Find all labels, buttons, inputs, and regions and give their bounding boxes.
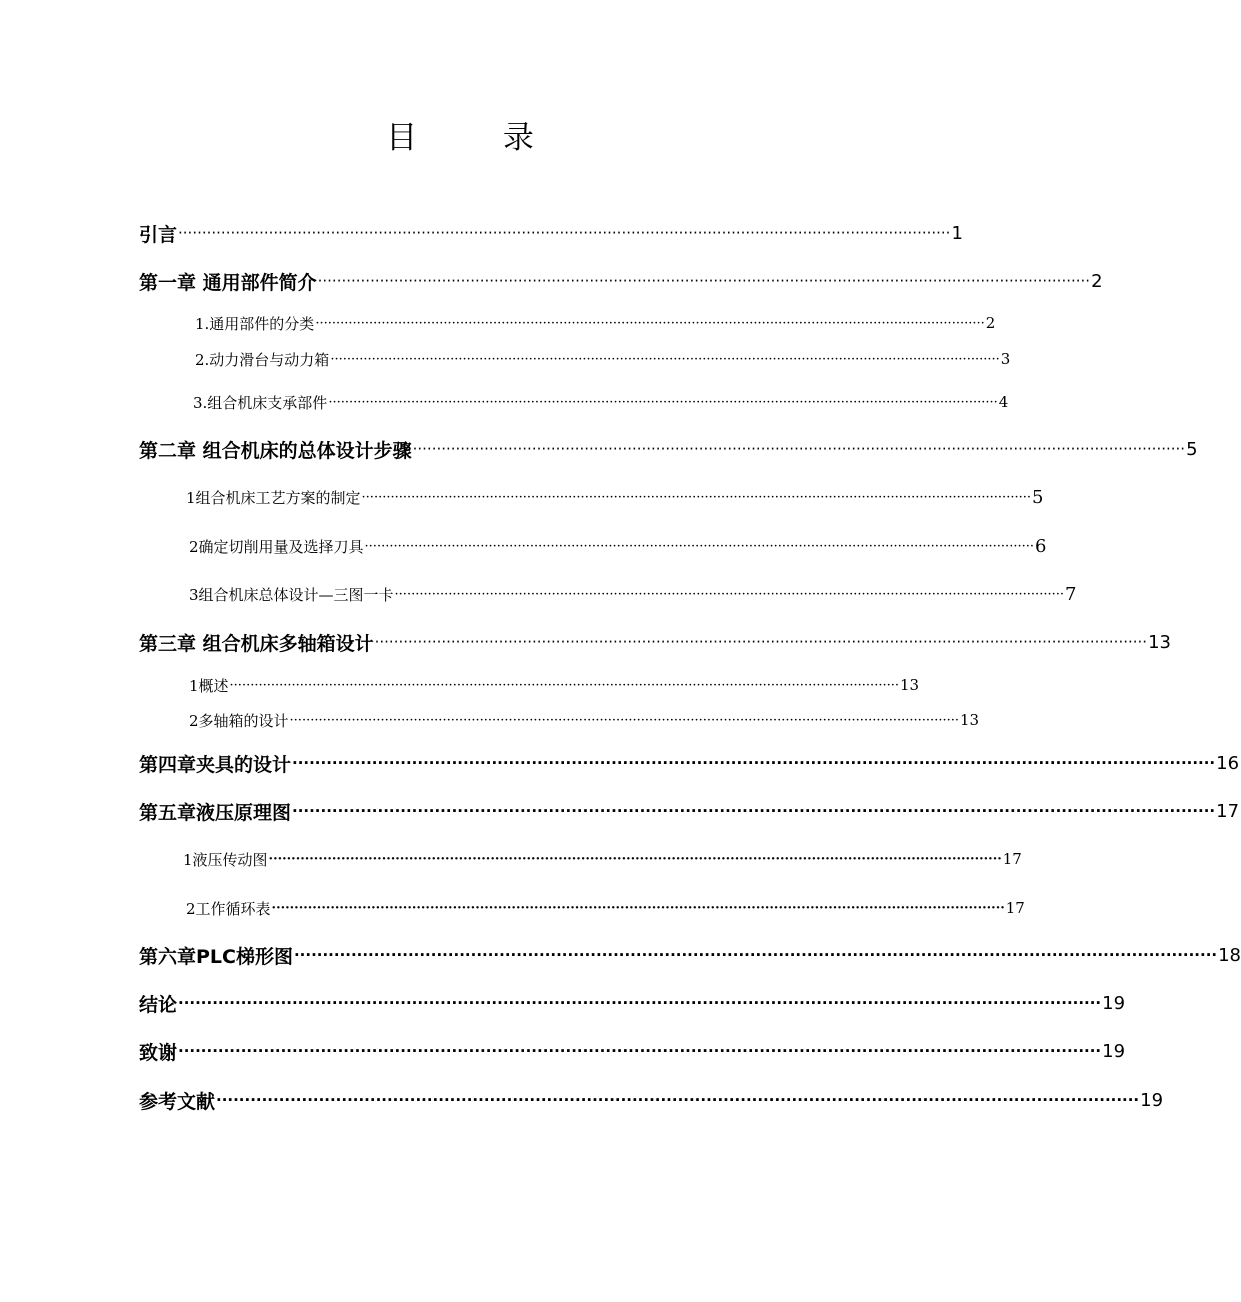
toc-entry-page: 5 bbox=[1031, 486, 1044, 508]
dot-leader: ·································································································································································· bbox=[289, 712, 959, 728]
toc-entry-chapter-2[interactable] bbox=[139, 434, 1198, 464]
toc-entry-chapter-1[interactable] bbox=[139, 266, 1103, 296]
toc-entry-label: 1组合机床工艺方案的制定 bbox=[186, 488, 361, 507]
toc-entry-acknowledgements[interactable] bbox=[139, 1036, 1126, 1066]
toc-entry-page: 18 bbox=[1218, 944, 1241, 966]
dot-leader: ·································································································································································· bbox=[178, 994, 1102, 1012]
toc-entry-page: 7 bbox=[1064, 583, 1077, 605]
toc-entry-page: 4 bbox=[998, 393, 1009, 411]
toc-entry-page: 19 bbox=[1102, 1040, 1126, 1062]
toc-entry-page: 17 bbox=[1002, 850, 1022, 868]
toc-entry-conclusion[interactable] bbox=[139, 988, 1126, 1018]
toc-entry-page: 13 bbox=[899, 676, 920, 694]
toc-entry-label: 第四章夹具的设计 bbox=[139, 753, 292, 776]
page-title: 目 录 bbox=[386, 120, 572, 156]
toc-entry-page: 2 bbox=[1091, 270, 1103, 292]
toc-entry-label: 第六章PLC梯形图 bbox=[139, 945, 293, 968]
dot-leader: ·································································································································································· bbox=[216, 1091, 1140, 1109]
toc-entry-page: 13 bbox=[959, 711, 980, 729]
toc-entry-label: 第五章液压原理图 bbox=[139, 801, 292, 824]
toc-entry-2-3[interactable] bbox=[189, 579, 1077, 609]
toc-entry-3-1[interactable] bbox=[189, 670, 920, 700]
dot-leader: ·································································································································································· bbox=[394, 586, 1064, 602]
toc-entry-page: 3 bbox=[1000, 350, 1011, 368]
toc-entry-label: 1概述 bbox=[189, 676, 229, 695]
toc-entry-page: 2 bbox=[985, 314, 996, 332]
toc-entry-introduction[interactable] bbox=[139, 218, 963, 248]
toc-entry-label: 2确定切削用量及选择刀具 bbox=[189, 537, 364, 556]
toc-entry-chapter-5[interactable] bbox=[139, 796, 1240, 826]
toc-entry-2-2[interactable] bbox=[189, 531, 1047, 561]
toc-entry-page: 19 bbox=[1102, 992, 1126, 1014]
toc-entry-page: 13 bbox=[1148, 631, 1171, 653]
dot-leader: ·································································································································································· bbox=[361, 489, 1031, 505]
dot-leader: ·································································································································································· bbox=[268, 851, 1002, 867]
dot-leader: ·································································································································································· bbox=[315, 315, 985, 331]
toc-entry-1-1[interactable] bbox=[195, 308, 996, 338]
toc-entry-2-1[interactable] bbox=[186, 482, 1044, 512]
toc-entry-label: 引言 bbox=[139, 223, 178, 246]
toc-entry-1-3[interactable] bbox=[193, 387, 1009, 417]
toc-entry-label: 2.动力滑台与动力箱 bbox=[195, 350, 330, 369]
toc-entry-page: 17 bbox=[1216, 800, 1240, 822]
toc-entry-label: 参考文献 bbox=[139, 1090, 216, 1113]
toc-entry-label: 2多轴箱的设计 bbox=[189, 711, 289, 730]
toc-entry-chapter-6[interactable] bbox=[139, 940, 1241, 970]
toc-entry-5-2[interactable] bbox=[186, 893, 1025, 923]
toc-entry-references[interactable] bbox=[139, 1085, 1164, 1115]
toc-entry-page: 6 bbox=[1034, 535, 1047, 557]
dot-leader: ·································································································································································· bbox=[292, 802, 1216, 820]
toc-entry-label: 结论 bbox=[139, 993, 178, 1016]
toc-entry-label: 3.组合机床支承部件 bbox=[193, 393, 328, 412]
toc-entry-label: 第一章 通用部件简介 bbox=[139, 271, 317, 294]
dot-leader: ·································································································································································· bbox=[328, 394, 998, 410]
toc-entry-label: 第二章 组合机床的总体设计步骤 bbox=[139, 439, 412, 462]
dot-leader: ·································································································································································· bbox=[330, 351, 1000, 367]
toc-entry-label: 3组合机床总体设计—三图一卡 bbox=[189, 585, 394, 604]
dot-leader: ·································································································································································· bbox=[292, 754, 1216, 772]
toc-entry-5-1[interactable] bbox=[183, 844, 1022, 874]
toc-entry-page: 1 bbox=[951, 222, 963, 244]
toc-entry-label: 2工作循环表 bbox=[186, 899, 271, 918]
toc-entry-label: 第三章 组合机床多轴箱设计 bbox=[139, 632, 374, 655]
dot-leader: ·································································································································································· bbox=[271, 900, 1005, 916]
dot-leader: ·································································································································································· bbox=[229, 677, 899, 693]
toc-entry-chapter-3[interactable] bbox=[139, 627, 1171, 657]
toc-entry-page: 16 bbox=[1216, 752, 1240, 774]
dot-leader: ·································································································································································· bbox=[317, 272, 1091, 290]
dot-leader: ·································································································································································· bbox=[374, 633, 1148, 651]
dot-leader: ·································································································································································· bbox=[364, 538, 1034, 554]
dot-leader: ·································································································································································· bbox=[178, 1042, 1102, 1060]
toc-entry-1-2[interactable] bbox=[195, 344, 1011, 374]
toc-entry-label: 1液压传动图 bbox=[183, 850, 268, 869]
toc-entry-page: 17 bbox=[1005, 899, 1025, 917]
toc-entry-page: 19 bbox=[1140, 1089, 1164, 1111]
toc-entry-label: 致谢 bbox=[139, 1041, 178, 1064]
toc-entry-page: 5 bbox=[1186, 438, 1198, 460]
dot-leader: ·································································································································································· bbox=[412, 440, 1186, 458]
toc-entry-label: 1.通用部件的分类 bbox=[195, 314, 315, 333]
toc-entry-chapter-4[interactable] bbox=[139, 748, 1240, 778]
dot-leader: ·································································································································································· bbox=[293, 946, 1218, 964]
toc-entry-3-2[interactable] bbox=[189, 705, 980, 735]
dot-leader: ·································································································································································· bbox=[178, 224, 951, 242]
